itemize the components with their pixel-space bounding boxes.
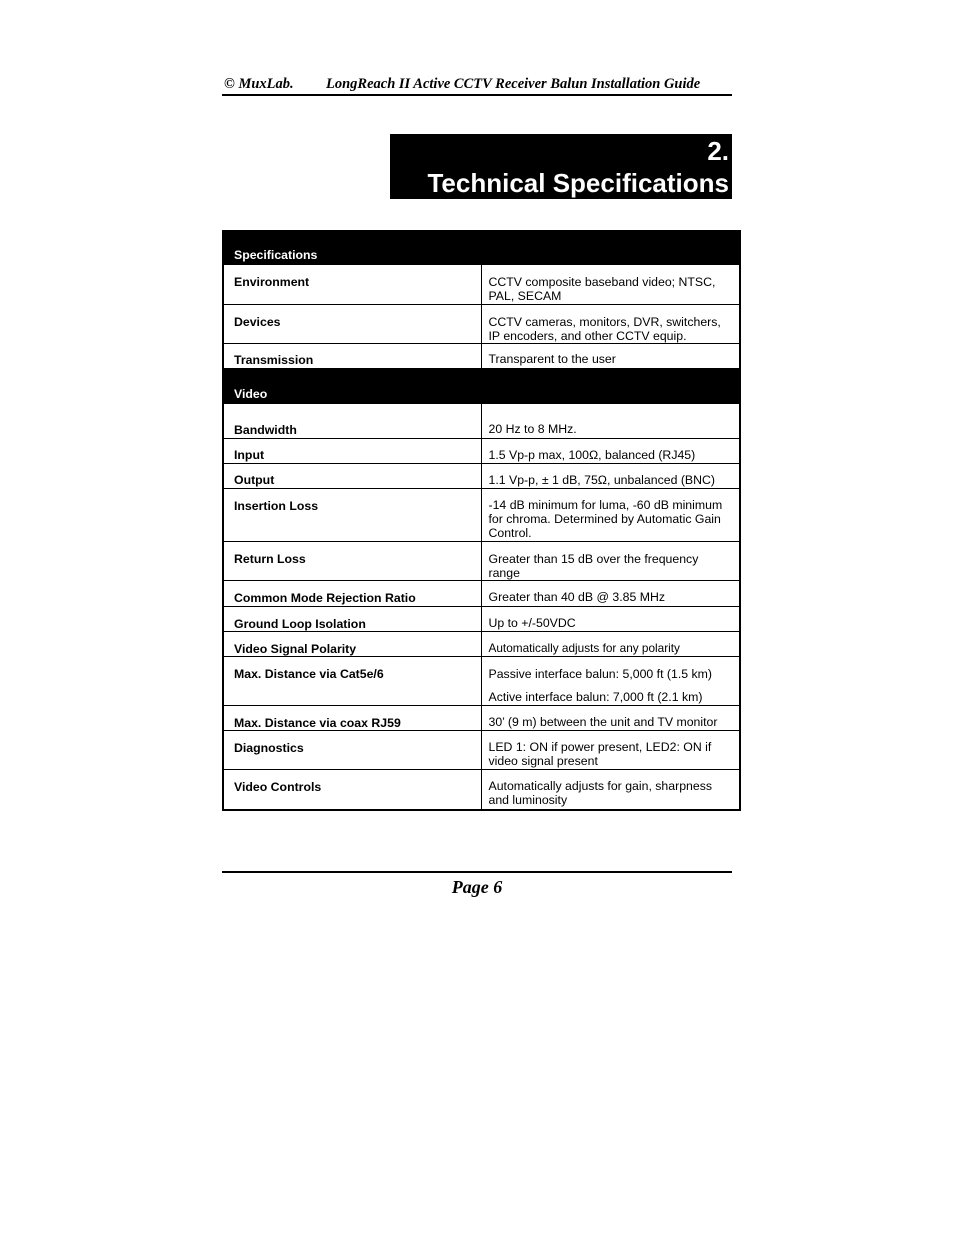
row-label: Environment xyxy=(223,265,481,305)
row-label: Max. Distance via coax RJ59 xyxy=(223,706,481,731)
row-value: 30’ (9 m) between the unit and TV monitor xyxy=(481,706,740,731)
section-title-box xyxy=(390,134,732,199)
table-row xyxy=(223,265,740,305)
row-value: Greater than 15 dB over the frequency range xyxy=(481,542,740,581)
section-heading: Specifications xyxy=(223,231,740,265)
section-heading: Video xyxy=(223,369,740,404)
row-label: Video Signal Polarity xyxy=(223,632,481,657)
row-value-line-1: Passive interface balun: 5,000 ft (1.5 km) xyxy=(488,667,713,681)
row-label: Return Loss xyxy=(223,542,481,581)
table-row xyxy=(223,542,740,581)
row-value: LED 1: ON if power present, LED2: ON if video signal present xyxy=(481,731,740,770)
table-row xyxy=(223,439,740,464)
row-label: Bandwidth xyxy=(223,404,481,439)
table-row xyxy=(223,607,740,632)
section-row-video xyxy=(223,369,740,404)
row-value: Automatically adjusts for any polarity xyxy=(481,632,740,657)
row-value: -14 dB minimum for luma, -60 dB minimum for chroma. Determined by Automatic Gain Control. xyxy=(481,489,740,542)
row-label: Max. Distance via Cat5e/6 xyxy=(223,657,481,706)
section-title: Technical Specifications xyxy=(427,168,729,198)
table-row xyxy=(223,657,740,706)
row-value: CCTV composite baseband video; NTSC, PAL, SECAM xyxy=(481,265,740,305)
table-row xyxy=(223,464,740,489)
row-value: Transparent to the user xyxy=(481,344,740,369)
guide-title: LongReach II Active CCTV Receiver Balun Installation Guide xyxy=(326,76,701,92)
table-row xyxy=(223,706,740,731)
row-value: Greater than 40 dB @ 3.85 MHz xyxy=(481,581,740,607)
row-label: Common Mode Rejection Ratio xyxy=(223,581,481,607)
row-label: Insertion Loss xyxy=(223,489,481,542)
table-row xyxy=(223,770,740,810)
row-value: Up to +/-50VDC xyxy=(481,607,740,632)
row-value: Automatically adjusts for gain, sharpness and luminosity xyxy=(481,770,740,810)
table-row xyxy=(223,404,740,439)
row-label: Ground Loop Isolation xyxy=(223,607,481,632)
table-row xyxy=(223,731,740,770)
row-value: CCTV cameras, monitors, DVR, switchers, IP encoders, and other CCTV equip. xyxy=(481,305,740,344)
row-value: 1.1 Vp-p, ± 1 dB, 75Ω, unbalanced (BNC) xyxy=(481,464,740,489)
row-label: Input xyxy=(223,439,481,464)
section-number: 2. xyxy=(707,136,729,166)
footer-rule xyxy=(222,871,732,873)
row-value-line-2: Active interface balun: 7,000 ft (2.1 km) xyxy=(488,690,703,704)
row-label: Video Controls xyxy=(223,770,481,810)
row-value: 20 Hz to 8 MHz. xyxy=(481,404,740,439)
row-value: 1.5 Vp-p max, 100Ω, balanced (RJ45) xyxy=(481,439,740,464)
section-row-specifications xyxy=(223,231,740,265)
row-value xyxy=(481,657,740,706)
row-label: Diagnostics xyxy=(223,731,481,770)
table-row xyxy=(223,305,740,344)
table-row xyxy=(223,581,740,607)
row-label: Transmission xyxy=(223,344,481,369)
row-label: Devices xyxy=(223,305,481,344)
table-row xyxy=(223,632,740,657)
spec-table xyxy=(222,230,741,811)
page-header xyxy=(222,74,732,96)
page-number: Page 6 xyxy=(451,877,503,897)
table-row xyxy=(223,344,740,369)
row-label: Output xyxy=(223,464,481,489)
table-row xyxy=(223,489,740,542)
copyright-text: © MuxLab. xyxy=(224,76,294,92)
